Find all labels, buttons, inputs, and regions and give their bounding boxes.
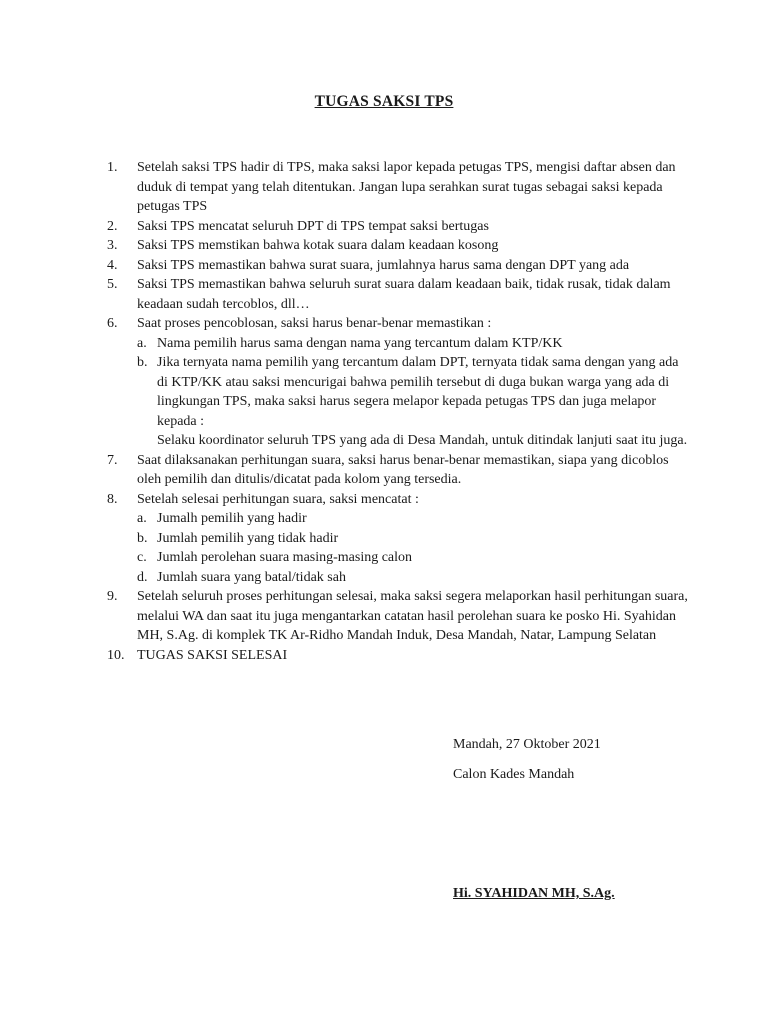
list-item-6 [107, 314, 692, 334]
sub-item-extra-text: Selaku koordinator seluruh TPS yang ada di Desa Mandah, untuk ditindak lanjuti saat itu juga. [157, 433, 688, 448]
item-text: Saat dilaksanakan perhitungan suara, saksi harus benar-benar memastikan, siapa yang dicoblos oleh pemilih dan ditulis/dicatat pada kolom yang tersedia. [137, 452, 669, 487]
sub-item-letter: c. [137, 550, 147, 565]
signature-name: Hi. SYAHIDAN MH, S.Ag. [453, 886, 615, 901]
item-number: 6. [107, 316, 118, 331]
sub-item-text: Jumlah suara yang batal/tidak sah [157, 569, 346, 585]
list-item-10 [107, 646, 692, 666]
item-number: 10. [107, 647, 125, 663]
list-item-7 [107, 451, 692, 490]
list-item-9 [107, 587, 692, 646]
item-text: Saksi TPS mencatat seluruh DPT di TPS tempat saksi bertugas [137, 218, 489, 234]
sub-item-letter: a. [137, 511, 147, 526]
item-number: 5. [107, 277, 118, 292]
item-number: 8. [107, 491, 118, 507]
sub-item-8d [107, 568, 692, 588]
sub-item-letter: a. [137, 335, 147, 351]
item-number: 1. [107, 160, 118, 175]
item-text: Saksi TPS memastikan bahwa surat suara, jumlahnya harus sama dengan DPT yang ada [137, 257, 630, 273]
list-item-8 [107, 490, 692, 510]
item-text: Setelah saksi TPS hadir di TPS, maka saksi lapor kepada petugas TPS, mengisi daftar absen dan duduk di tempat yang telah ditentukan. Jangan lupa serahkan surat tugas sebagai saksi kepada petugas TPS [137, 160, 676, 214]
sub-item-letter: b. [137, 355, 148, 370]
task-list [107, 158, 692, 665]
item-text: Setelah selesai perhitungan suara, saksi mencatat : [137, 491, 419, 507]
sub-item-6b [107, 353, 692, 451]
sub-item-text: Nama pemilih harus sama dengan nama yang tercantum dalam KTP/KK [157, 335, 563, 351]
item-text: Saat proses pencoblosan, saksi harus benar-benar memastikan : [137, 316, 492, 331]
sub-item-letter: b. [137, 530, 148, 546]
item-number: 9. [107, 589, 118, 604]
item-number: 7. [107, 452, 118, 468]
sub-item-8a [107, 509, 692, 529]
sub-item-8c [107, 548, 692, 568]
item-text: Setelah seluruh proses perhitungan selesai, maka saksi segera melaporkan hasil perhitungan suara, melalui WA dan saat itu juga mengantarkan catatan hasil perolehan suara ke posko Hi. Syahidan MH, S.Ag. di komplek TK Ar-Ridho Mandah Induk, Desa Mandah, Natar, Lampung Selatan [137, 589, 688, 643]
item-text: TUGAS SAKSI SELESAI [137, 647, 288, 663]
list-item-5 [107, 275, 692, 314]
item-number: 4. [107, 257, 118, 273]
sub-item-letter: d. [137, 569, 148, 585]
sub-item-6a [107, 334, 692, 354]
list-item-1 [107, 158, 692, 217]
list-item-2 [107, 217, 692, 237]
sub-item-text: Jumalh pemilih yang hadir [157, 511, 307, 526]
item-text: Saksi TPS memastikan bahwa seluruh surat suara dalam keadaan baik, tidak rusak, tidak dalam keadaan sudah tercoblos, dll… [137, 277, 671, 312]
document-title: TUGAS SAKSI TPS [314, 93, 454, 110]
sub-item-text: Jika ternyata nama pemilih yang tercantum dalam DPT, ternyata tidak sama dengan yang ada di KTP/KK atau saksi mencurigai bahwa pemilih tersebut di duga bukan warga yang ada di lingkungan TPS, maka saksi harus segera melapor kepada petugas TPS dan juga melapor kepada : [157, 355, 679, 429]
sub-item-text: Jumlah pemilih yang tidak hadir [157, 530, 339, 546]
signature-place-date: Mandah, 27 Oktober 2021 [453, 737, 601, 752]
item-number: 3. [107, 238, 118, 253]
item-number: 2. [107, 218, 118, 234]
signature-role: Calon Kades Mandah [453, 767, 575, 782]
item-text: Saksi TPS memstikan bahwa kotak suara dalam keadaan kosong [137, 238, 499, 253]
sub-item-text: Jumlah perolehan suara masing-masing calon [157, 550, 413, 565]
sub-item-8b [107, 529, 692, 549]
list-item-3 [107, 236, 692, 256]
list-item-4 [107, 256, 692, 276]
